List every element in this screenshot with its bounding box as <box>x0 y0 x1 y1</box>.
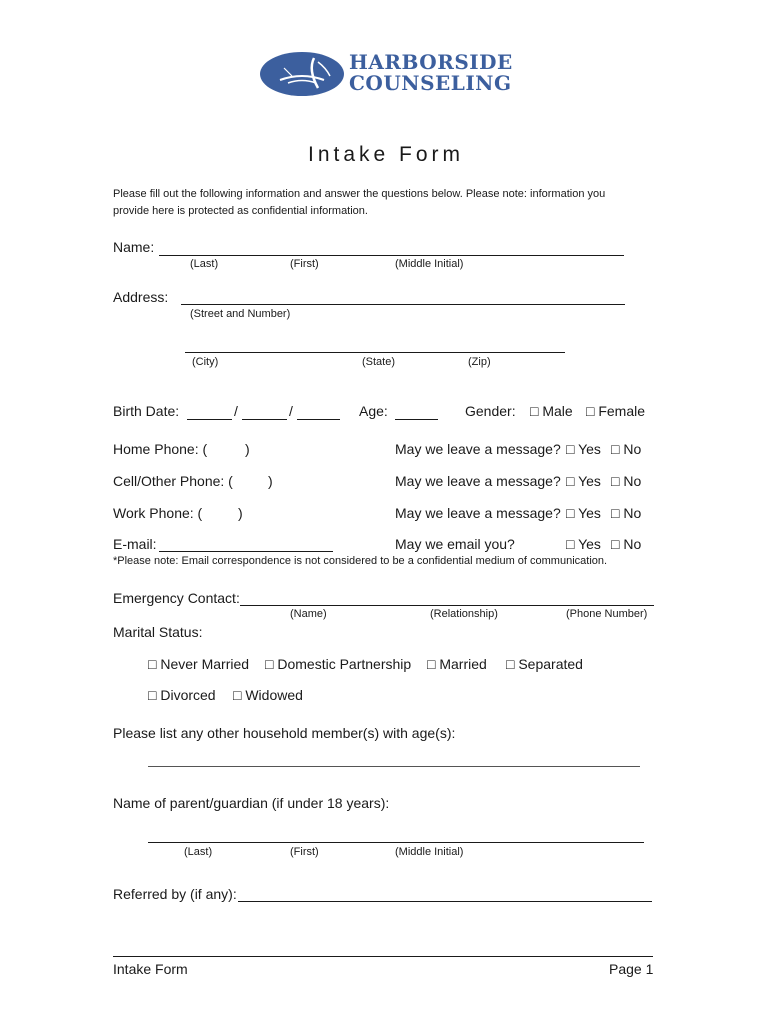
emergency-name-caption: (Name) <box>290 608 327 620</box>
marital-never-married-checkbox[interactable]: □ Never Married <box>148 656 250 672</box>
page-title: Intake Form <box>308 143 465 166</box>
birth-day-field[interactable] <box>242 419 287 420</box>
intro-line1: Please fill out the following information and answer the questions below. Please note: information you <box>113 188 606 200</box>
cell-message-no-checkbox[interactable]: □ No <box>611 473 642 489</box>
referred-field[interactable] <box>238 901 652 902</box>
guardian-last-caption: (Last) <box>184 846 213 858</box>
email-question: May we email you? <box>395 536 515 552</box>
harbor-logo-icon <box>258 50 346 98</box>
gender-female-checkbox[interactable]: □ Female <box>586 403 646 419</box>
footer-left: Intake Form <box>113 961 188 977</box>
footer-divider <box>113 956 653 957</box>
address-city-field[interactable] <box>185 352 565 353</box>
address-zip-caption: (Zip) <box>468 356 491 368</box>
address-street-caption: (Street and Number) <box>190 308 291 320</box>
guardian-field[interactable] <box>148 842 644 843</box>
cell-phone-close: ) <box>268 473 273 489</box>
cell-message-yes-checkbox[interactable]: □ Yes <box>566 473 601 489</box>
guardian-label: Name of parent/guardian (if under 18 years): <box>113 795 390 811</box>
home-phone-close: ) <box>245 441 250 457</box>
email-no-checkbox[interactable]: □ No <box>611 536 642 552</box>
address-city-caption: (City) <box>192 356 219 368</box>
marital-separated-checkbox[interactable]: □ Separated <box>506 656 583 672</box>
email-note: *Please note: Email correspondence is not considered to be a confidential medium of communication. <box>113 555 608 567</box>
address-state-caption: (State) <box>362 356 396 368</box>
emergency-relationship-caption: (Relationship) <box>430 608 498 620</box>
marital-married-checkbox[interactable]: □ Married <box>427 656 487 672</box>
household-field[interactable] <box>148 766 640 767</box>
guardian-middle-caption: (Middle Initial) <box>395 846 464 858</box>
marital-divorced-checkbox[interactable]: □ Divorced <box>148 687 216 703</box>
work-phone-close: ) <box>238 505 243 521</box>
name-middle-caption: (Middle Initial) <box>395 258 464 270</box>
address-label: Address: <box>113 289 169 305</box>
address-street-field[interactable] <box>181 304 625 305</box>
emergency-phone-caption: (Phone Number) <box>566 608 648 620</box>
home-message-no-checkbox[interactable]: □ No <box>611 441 642 457</box>
age-field[interactable] <box>395 419 438 420</box>
work-phone-label: Work Phone: ( <box>113 505 203 521</box>
referred-label: Referred by (if any): <box>113 886 237 902</box>
name-label: Name: <box>113 239 155 255</box>
name-field[interactable] <box>159 255 624 256</box>
home-message-yes-checkbox[interactable]: □ Yes <box>566 441 601 457</box>
email-field[interactable] <box>159 551 333 552</box>
emergency-contact-label: Emergency Contact: <box>113 590 240 606</box>
intro-line2: provide here is protected as confidential information. <box>113 205 368 217</box>
work-message-no-checkbox[interactable]: □ No <box>611 505 642 521</box>
birth-month-field[interactable] <box>187 419 232 420</box>
marital-widowed-checkbox[interactable]: □ Widowed <box>233 687 303 703</box>
logo-line1: HARBORSIDE <box>349 50 513 74</box>
birth-date-label: Birth Date: <box>113 403 180 419</box>
email-yes-checkbox[interactable]: □ Yes <box>566 536 601 552</box>
cell-phone-label: Cell/Other Phone: ( <box>113 473 233 489</box>
work-message-question: May we leave a message? <box>395 505 561 521</box>
birth-year-field[interactable] <box>297 419 340 420</box>
guardian-first-caption: (First) <box>290 846 319 858</box>
home-phone-label: Home Phone: ( <box>113 441 208 457</box>
footer-page-number: Page 1 <box>609 961 654 977</box>
emergency-contact-field[interactable] <box>240 605 654 606</box>
email-label: E-mail: <box>113 536 157 552</box>
birth-slash-1: / <box>234 403 238 419</box>
birth-slash-2: / <box>289 403 293 419</box>
name-last-caption: (Last) <box>190 258 219 270</box>
gender-label: Gender: <box>465 403 516 419</box>
home-message-question: May we leave a message? <box>395 441 561 457</box>
logo-line2: COUNSELING <box>349 71 512 95</box>
work-message-yes-checkbox[interactable]: □ Yes <box>566 505 601 521</box>
cell-message-question: May we leave a message? <box>395 473 561 489</box>
marital-domestic-partnership-checkbox[interactable]: □ Domestic Partnership <box>265 656 412 672</box>
name-first-caption: (First) <box>290 258 319 270</box>
household-label: Please list any other household member(s) with age(s): <box>113 725 456 741</box>
marital-status-label: Marital Status: <box>113 624 203 640</box>
age-label: Age: <box>359 403 388 419</box>
gender-male-checkbox[interactable]: □ Male <box>530 403 573 419</box>
